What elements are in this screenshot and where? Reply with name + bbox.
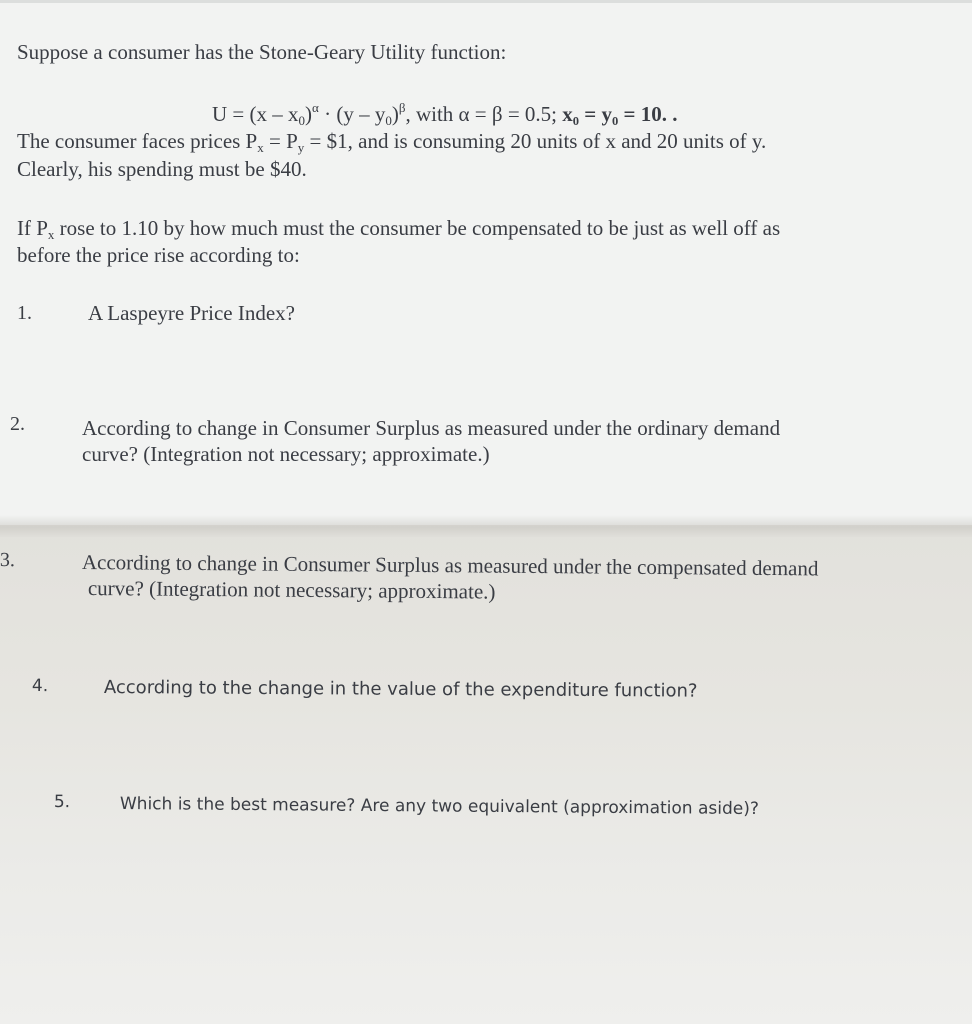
item-number-2: 2. <box>10 413 25 435</box>
item-text-5: Which is the best measure? Are any two equivalent (approximation aside)? <box>119 793 759 820</box>
top-edge <box>0 0 972 3</box>
intro-text: Suppose a consumer has the Stone-Geary Utility function: <box>17 40 507 64</box>
item-text-1: A Laspeyre Price Index? <box>88 301 295 325</box>
utility-formula: $U = (x - x_0)^\alpha \cdot (y - y_0)^\beta$, with α = β = 0.5; x₀ = y₀ = 10. . <box>212 100 678 128</box>
prices-text: The consumer faces prices $P_x = P_y$ = $1, and is consuming 20 units of x and 20 units of y. <box>17 129 767 155</box>
item-text-2-line1: According to change in Consumer Surplus as measured under the ordinary demand <box>82 416 781 440</box>
item-number-1: 1. <box>17 302 32 324</box>
spending-text: Clearly, his spending must be $40. <box>17 157 307 181</box>
item-number-4: 4. <box>31 675 49 697</box>
item-text-4: According to the change in the value of the expenditure function? <box>103 677 698 702</box>
item-text-3-line2: curve? (Integration not necessary; approximate.) <box>87 576 496 604</box>
question-text-line2: before the price rise according to: <box>17 243 300 267</box>
paper-fold-shadow <box>0 515 972 537</box>
item-text-2-line2: curve? (Integration not necessary; approximate.) <box>82 442 490 466</box>
item-text-3-line1: According to change in Consumer Surplus as measured under the compensated demand <box>81 550 819 581</box>
item-number-3: 3. <box>0 548 15 572</box>
item-number-5: 5. <box>53 791 71 813</box>
question-text-line1: If $P_x$ rose to 1.10 by how much must the consumer be compensated to be just as well off as <box>17 216 781 242</box>
